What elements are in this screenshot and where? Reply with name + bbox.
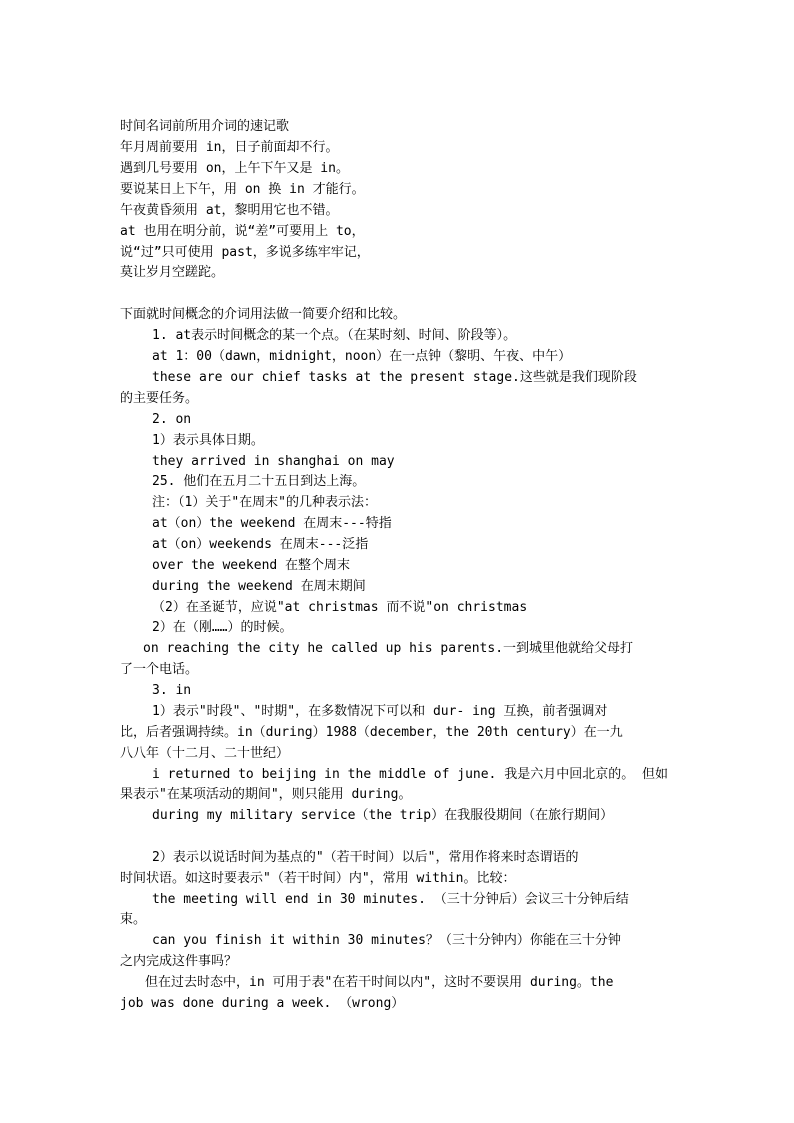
paragraph-line: at（on）the weekend 在周末---特指 [152, 516, 392, 531]
paragraph-line: 25. 他们在五月二十五日到达上海。 [152, 474, 366, 489]
poem-line: 莫让岁月空蹉跎。 [120, 265, 225, 280]
paragraph-line: during my military service（the trip）在我服役期间（在旅行期间） [152, 808, 614, 823]
paragraph-line: 之内完成这件事吗？ [120, 954, 238, 969]
poem-line: 年月周前要用 in，日子前面却不行。 [120, 140, 339, 155]
paragraph-line: 八八年（十二月、二十世纪） [120, 746, 290, 761]
paragraph-line: these are our chief tasks at the present stage.这些就是我们现阶段 [152, 370, 637, 385]
paragraph-line: 但在过去时态中，in 可用于表"在若干时间以内"，这时不要误用 during。the [145, 975, 614, 990]
paragraph-line: 果表示"在某项活动的期间"，则只能用 during。 [120, 787, 412, 802]
paragraph-line: 2）表示以说话时间为基点的"（若干时间）以后"，常用作将来时态谓语的 [152, 850, 579, 865]
paragraph-line: 1. at表示时间概念的某一个点。（在某时刻、时间、阶段等）。 [152, 328, 517, 343]
paragraph-line: on reaching the city he called up his parents.一到城里他就给父母打 [143, 641, 634, 656]
paragraph-line: they arrived in shanghai on may [152, 454, 395, 469]
poem-line: 要说某日上下午，用 on 换 in 才能行。 [120, 182, 365, 197]
poem-line: 遇到几号要用 on，上午下午又是 in。 [120, 161, 349, 176]
paragraph-line: i returned to beijing in the middle of june. 我是六月中回北京的。 但如 [152, 767, 669, 782]
paragraph-line: （2）在圣诞节，应说"at christmas 而不说"on christmas [152, 600, 528, 615]
paragraph-line: 2）在（刚……）的时候。 [152, 620, 293, 635]
paragraph-line: job was done during a week. （wrong） [120, 996, 405, 1011]
paragraph-line: 1）表示"时段"、"时期"，在多数情况下可以和 dur- ing 互换，前者强调对 [152, 704, 608, 719]
paragraph-line: 1）表示具体日期。 [152, 433, 264, 448]
poem-title: 时间名词前所用介词的速记歌 [120, 119, 290, 134]
paragraph-line: 的主要任务。 [120, 391, 199, 406]
poem-line: 说“过”只可使用 past，多说多练牢牢记， [120, 245, 370, 260]
section-intro: 下面就时间概念的介词用法做一简要介绍和比较。 [120, 307, 407, 322]
paragraph-line: the meeting will end in 30 minutes. （三十分钟后）会议三十分钟后结 [152, 892, 629, 907]
paragraph-line: 2. on [152, 412, 192, 427]
paragraph-line: 了一个电话。 [120, 662, 199, 677]
paragraph-line: 束。 [120, 912, 147, 927]
paragraph-line: at（on）weekends 在周末---泛指 [152, 537, 369, 552]
paragraph-line: during the weekend 在周末期间 [152, 579, 366, 594]
paragraph-line: over the weekend 在整个周末 [152, 558, 351, 573]
paragraph-line: at 1：00（dawn，midnight，noon）在一点钟（黎明、午夜、中午） [152, 349, 572, 364]
poem-line: at 也用在明分前，说“差”可要用上 to， [120, 224, 365, 239]
paragraph-line: can you finish it within 30 minutes？（三十分钟内）你能在三十分钟 [152, 933, 621, 948]
paragraph-line: 3. in [152, 683, 192, 698]
paragraph-line: 时间状语。如这时要表示"（若干时间）内"，常用 within。比较： [120, 871, 516, 886]
paragraph-line: 比，后者强调持续。in（during）1988（december，the 20th century）在一九 [120, 725, 623, 740]
paragraph-line: 注：（1）关于"在周末"的几种表示法： [152, 495, 377, 510]
poem-line: 午夜黄昏须用 at，黎明用它也不错。 [120, 203, 339, 218]
